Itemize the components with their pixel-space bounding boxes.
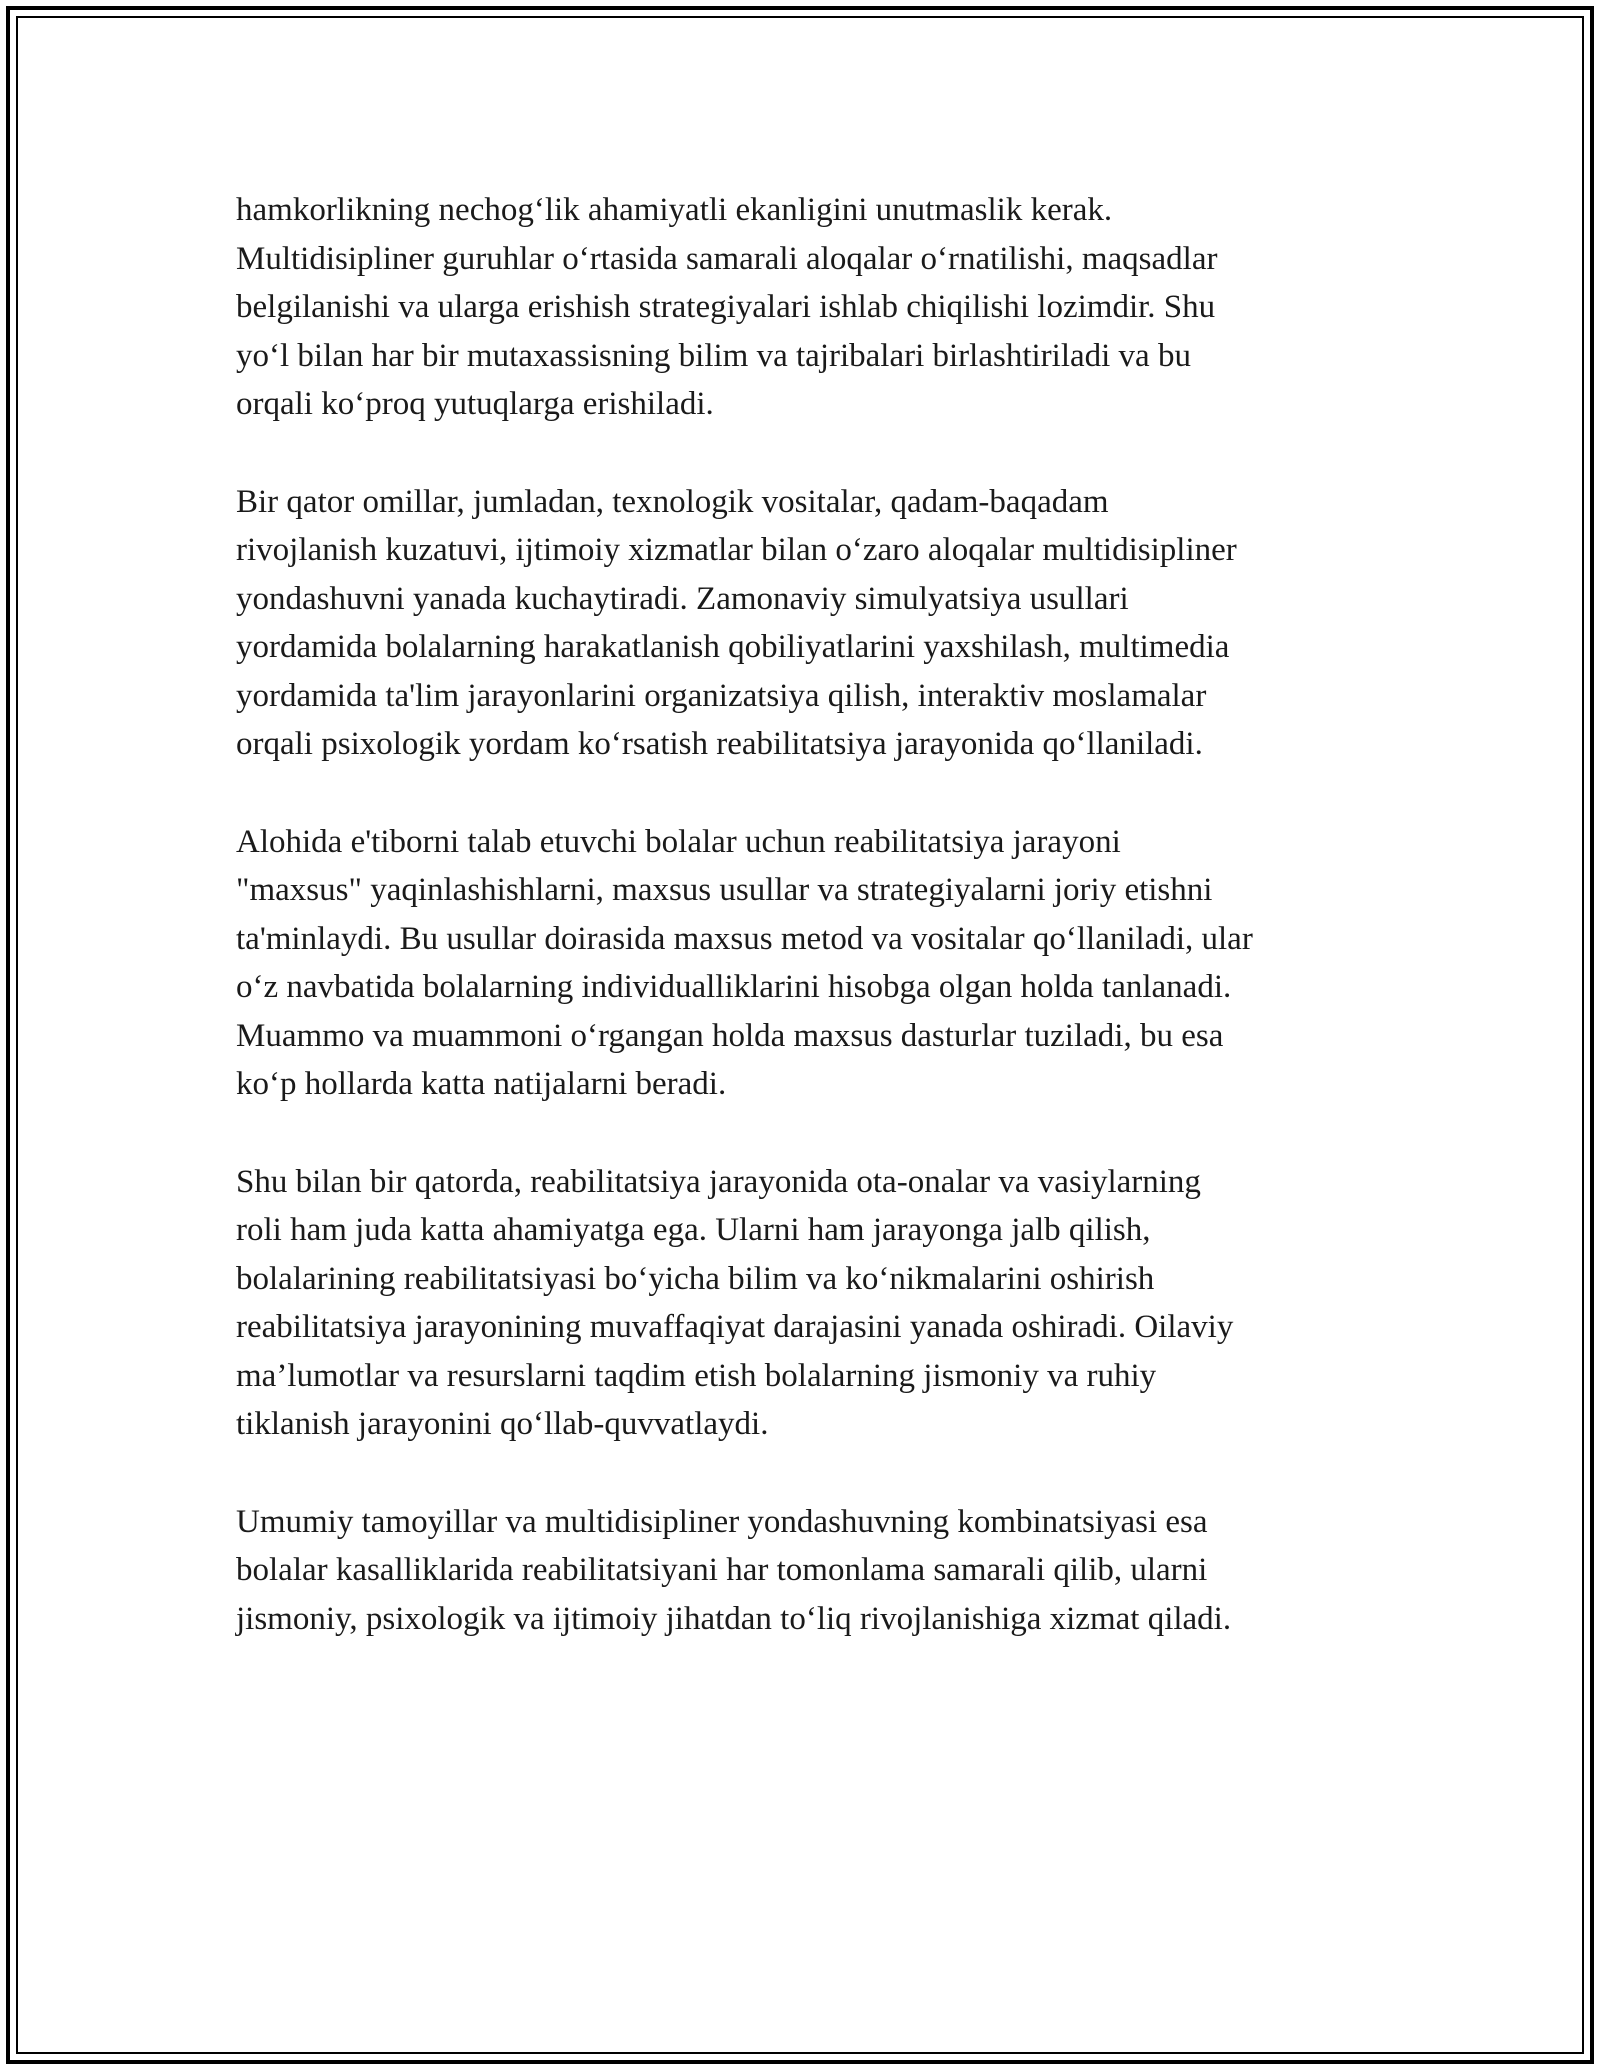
text-line: bolalar kasalliklarida reabilitatsiyani har tomonlama samarali qilib, ularni [236,1552,1208,1588]
text-line: Bir qator omillar, jumladan, texnologik vositalar, qadam-baqadam [236,483,1109,520]
text-line: Muammo va muammoni o‘rgangan holda maxsus dasturlar tuziladi, bu esa [236,1017,1224,1054]
text-line: bolalarining reabilitatsiyasi bo‘yicha bilim va ko‘nikmalarini oshirish [236,1260,1155,1297]
text-line: orqali psixologik yordam ko‘rsatish reabilitatsiya jarayonida qo‘llaniladi. [236,726,1203,762]
text-line: Multidisipliner guruhlar o‘rtasida samarali aloqalar o‘rnatilishi, maqsadlar [236,240,1218,277]
paragraph-4 [236,1158,1376,1449]
text-line: jismoniy, psixologik va ijtimoiy jihatdan to‘liq rivojlanishiga xizmat qiladi. [236,1600,1232,1637]
text-line: Alohida e'tiborni talab etuvchi bolalar uchun reabilitatsiya jarayoni [236,823,1121,860]
text-line: yondashuvni yanada kuchaytiradi. Zamonaviy simulyatsiya usullari [236,580,1129,617]
paragraph-1 [236,186,1376,429]
text-line: yo‘l bilan har bir mutaxassisning bilim va tajribalari birlashtiriladi va bu [236,337,1191,374]
text-line: roli ham juda katta ahamiyatga ega. Ularni ham jarayonga jalb qilish, [236,1212,1151,1248]
text-line: o‘z navbatida bolalarning individualliklarini hisobga olgan holda tanlanadi. [236,969,1232,1005]
text-line: ta'minlaydi. Bu usullar doirasida maxsus metod va vositalar qo‘llaniladi, ular [236,920,1253,957]
document-body [236,186,1376,1692]
paragraph-2 [236,478,1376,769]
text-line: ma’lumotlar va resurslarni taqdim etish bolalarning jismoniy va ruhiy [236,1357,1157,1394]
text-line: hamkorlikning nechog‘lik ahamiyatli ekanligini unutmaslik kerak. [236,192,1113,228]
paragraph-5 [236,1498,1376,1644]
text-line: orqali ko‘proq yutuqlarga erishiladi. [236,386,714,422]
text-line: yordamida ta'lim jarayonlarini organizatsiya qilish, interaktiv moslamalar [236,677,1207,714]
text-line: reabilitatsiya jarayonining muvaffaqiyat darajasini yanada oshiradi. Oilaviy [236,1309,1234,1345]
text-line: Shu bilan bir qatorda, reabilitatsiya jarayonida ota-onalar va vasiylarning [236,1163,1201,1200]
text-line: "maxsus" yaqinlashishlarni, maxsus usullar va strategiyalarni joriy etishni [236,872,1213,908]
text-line: belgilanishi va ularga erishish strategiyalari ishlab chiqilishi lozimdir. Shu [236,289,1216,325]
text-line: ko‘p hollarda katta natijalarni beradi. [236,1066,727,1102]
text-line: Umumiy tamoyillar va multidisipliner yondashuvning kombinatsiyasi esa [236,1503,1208,1540]
text-line: rivojlanish kuzatuvi, ijtimoiy xizmatlar bilan o‘zaro aloqalar multidisipliner [236,532,1237,568]
paragraph-3 [236,818,1376,1109]
text-line: yordamida bolalarning harakatlanish qobiliyatlarini yaxshilash, multimedia [236,629,1230,665]
text-line: tiklanish jarayonini qo‘llab-quvvatlaydi. [236,1406,769,1442]
